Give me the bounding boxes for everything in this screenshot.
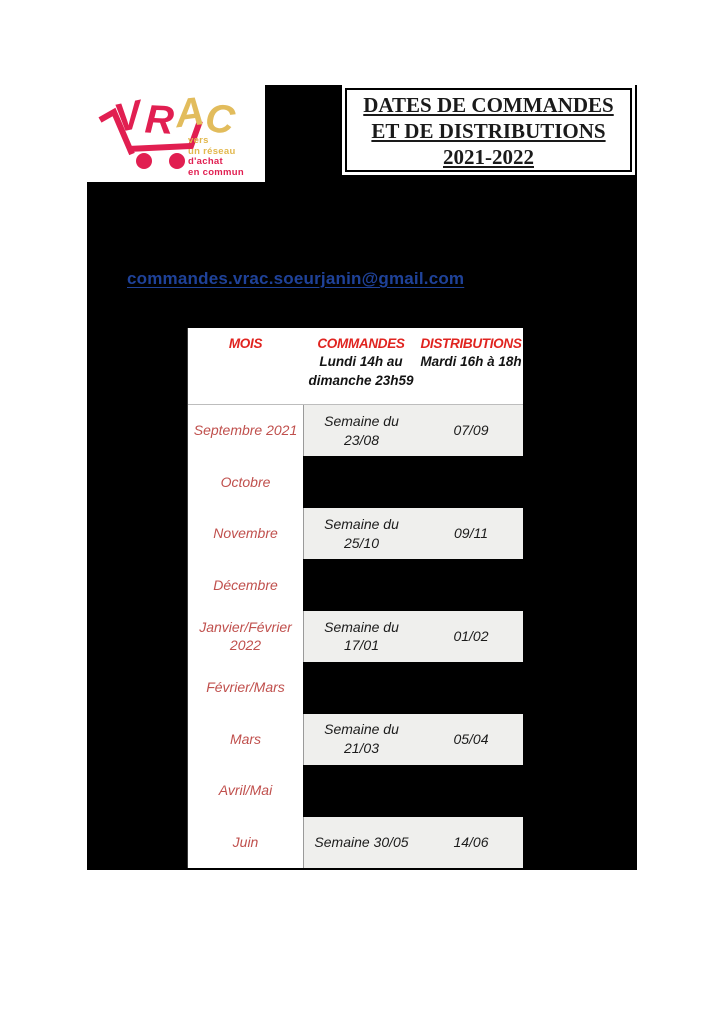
- month-cell: Février/Mars: [188, 662, 303, 713]
- logo-letter-r: R: [143, 97, 175, 143]
- distribution-cell: 01/02: [419, 611, 523, 662]
- month-cell: Mars: [188, 714, 303, 765]
- month-cell: Octobre: [188, 456, 303, 507]
- title-line-1: DATES DE COMMANDES: [363, 93, 614, 117]
- email-link[interactable]: commandes.vrac.soeurjanin@gmail.com: [127, 269, 465, 288]
- commande-cell: Semaine du 23/08: [303, 405, 419, 456]
- tagline-line: vers: [188, 135, 209, 146]
- commande-cell-empty: [303, 765, 419, 816]
- column-header-label: MOIS: [228, 336, 263, 351]
- commande-cell: Semaine 30/05: [303, 817, 419, 868]
- schedule-table: [187, 328, 523, 868]
- title-line-2: ET DE DISTRIBUTIONS: [371, 119, 606, 143]
- commande-cell-empty: [303, 456, 419, 507]
- commande-cell: Semaine du 25/10: [303, 508, 419, 559]
- distribution-cell-empty: [419, 765, 523, 816]
- logo-letter-c: C: [202, 95, 238, 144]
- commande-cell-empty: [303, 559, 419, 610]
- logo-tagline: [188, 136, 244, 178]
- commande-cell: Semaine du 17/01: [303, 611, 419, 662]
- vrac-logo: [87, 83, 265, 182]
- commande-cell: Semaine du 21/03: [303, 714, 419, 765]
- distribution-cell: 05/04: [419, 714, 523, 765]
- distribution-cell: 07/09: [419, 405, 523, 456]
- month-cell: Décembre: [188, 559, 303, 610]
- title-line-3: 2021-2022: [443, 145, 534, 169]
- month-cell: Novembre: [188, 508, 303, 559]
- distribution-cell-empty: [419, 662, 523, 713]
- column-header-label: DISTRIBUTIONS: [420, 336, 522, 351]
- month-cell: Avril/Mai: [188, 765, 303, 816]
- distribution-cell-empty: [419, 559, 523, 610]
- tagline-line: un réseau: [188, 145, 236, 157]
- tagline-line: d'achat: [188, 156, 223, 167]
- column-header-mois: [188, 328, 303, 405]
- column-header-label: COMMANDES: [317, 336, 405, 351]
- commande-cell-empty: [303, 662, 419, 713]
- month-cell: Janvier/Février 2022: [188, 611, 303, 662]
- title-box: [345, 88, 632, 172]
- column-header-distributions: [419, 328, 523, 405]
- distribution-cell-empty: [419, 456, 523, 507]
- distribution-cell: 09/11: [419, 508, 523, 559]
- tagline-line: en commun: [188, 166, 245, 178]
- column-header-commandes: [303, 328, 419, 405]
- month-cell: Juin: [188, 817, 303, 868]
- column-header-subtitle: Lundi 14h au dimanche 23h59: [308, 354, 414, 388]
- month-cell: Septembre 2021: [188, 405, 303, 456]
- column-header-subtitle: Mardi 16h à 18h: [420, 354, 522, 369]
- distribution-cell: 14/06: [419, 817, 523, 868]
- logo-letter-v: V: [110, 92, 146, 142]
- logo-letter-a: A: [172, 89, 207, 137]
